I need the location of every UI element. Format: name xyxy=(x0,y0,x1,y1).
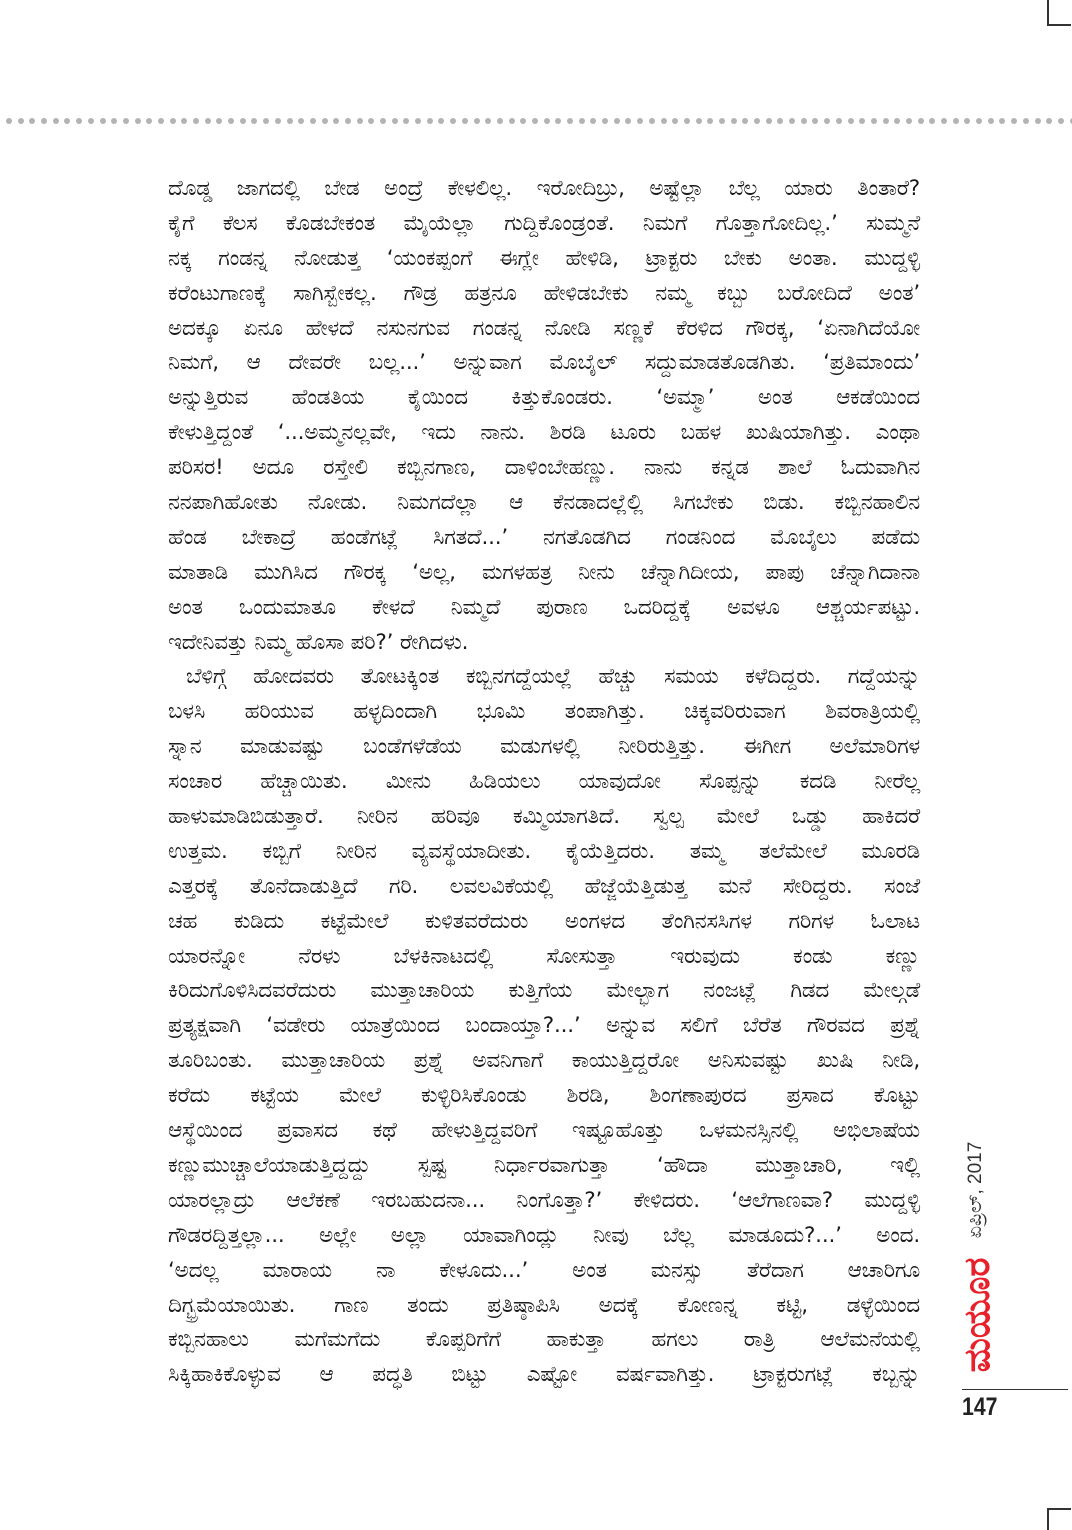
text-line: ದೊಡ್ಡ ಜಾಗದಲ್ಲಿ ಬೇಡ ಅಂದ್ರೆ ಕೇಳಲಿಲ್ಲ. ಇರೋದಿಬ್ರು, ಅಷ್ಟೆಲ್ಲಾ ಬೆಲ್ಲ ಯಾರು ತಿಂತಾರೆ? xyxy=(168,176,920,201)
issue-date xyxy=(956,1110,996,1270)
text-line: ಉತ್ತಮ. ಕಬ್ಬಿಗೆ ನೀರಿನ ವ್ಯವಸ್ಥೆಯಾದೀತು. ಕೈಯೆತ್ತಿದರು. ತಮ್ಮ ತಲೆಮೇಲೆ ಮೂರಡಿ xyxy=(168,838,920,864)
dot xyxy=(754,118,760,124)
dot xyxy=(438,118,444,124)
text-line: ಆಸ್ಥೆಯಿಂದ ಪ್ರವಾಸದ ಕಥೆ ಹೇಳುತ್ತಿದ್ದವರಿಗೆ ಇಷ್ಟೂಹೊತ್ತು ಒಳಮನಸ್ಸಿನಲ್ಲಿ ಅಭಿಲಾಷೆಯ xyxy=(168,1118,920,1144)
dot xyxy=(146,118,152,124)
dot xyxy=(871,118,877,124)
page-number: 147 xyxy=(962,1393,998,1421)
text-line: ಕೈಗೆ ಕೆಲಸ ಕೊಡಬೇಕಂತ ಮೈಯೆಲ್ಲಾ ಗುದ್ದಿಕೊಂಡ್ರಂತೆ. ನಿಮಗೆ ಗೊತ್ತಾಗೋದಿಲ್ಲ.’ ಸುಮ್ಮನೆ xyxy=(168,210,920,236)
dot xyxy=(964,118,970,124)
text-line: ಕಬ್ಬಿನಹಾಲು ಮಗೆಮಗೆದು ಕೊಪ್ಪರಿಗೆಗೆ ಹಾಕುತ್ತಾ ಹಗಲು ರಾತ್ರಿ ಆಲೆಮನೆಯಲ್ಲಿ xyxy=(168,1327,920,1353)
dot xyxy=(520,118,526,124)
dot xyxy=(415,118,421,124)
text-line: ಸಿಕ್ಕಿಹಾಕಿಕೊಳ್ಳುವ ಆ ಪದ್ಧತಿ ಬಿಟ್ಟು ಎಷ್ಟೋ ವರ್ಷವಾಗಿತ್ತು. ಟ್ರಾಕ್ಟರುಗಟ್ಲೆ ಕಬ್ಬನ್ನು xyxy=(168,1362,920,1388)
dot xyxy=(1023,118,1029,124)
text-line: ಅಂತ ಒಂದುಮಾತೂ ಕೇಳದೆ ನಿಮ್ಮದೆ ಪುರಾಣ ಒದರಿದ್ದಕ್ಕೆ ಅವಳೂ ಆಶ್ಚರ್ಯಪಟ್ಟು. xyxy=(168,594,920,620)
dot xyxy=(602,118,608,124)
dot xyxy=(462,118,468,124)
text-line: ಚಹ ಕುಡಿದು ಕಟ್ಟೆಮೇಲೆ ಕುಳಿತವರೆದುರು ಅಂಗಳದ ತೆಂಗಿನಸಸಿಗಳ ಗರಿಗಳ ಓಲಾಟ xyxy=(168,908,920,934)
dot xyxy=(661,118,667,124)
text-line: ಅದಕ್ಕೂ ಏನೂ ಹೇಳದೆ ನಸುನಗುವ ಗಂಡನ್ನ ನೋಡಿ ಸಣ್ಣಕೆ ಕೆರಳಿದ ಗೌರಕ್ಕ, ‘ಏನಾಗಿದೆಯೋ xyxy=(168,315,920,341)
text-line: ಸ್ನಾನ ಮಾಡುವಷ್ಟು ಬಂಡೆಗಳೆಡೆಯ ಮಡುಗಳಲ್ಲಿ ನೀರಿರುತ್ತಿತ್ತು. ಈಗೀಗ ಅಲೆಮಾರಿಗಳ xyxy=(168,734,920,760)
dot xyxy=(742,118,748,124)
dot xyxy=(1046,118,1052,124)
dot xyxy=(181,118,187,124)
text-line: ನಕ್ಕ ಗಂಡನ್ನ ನೋಡುತ್ತ ‘ಯಂಕಪ್ಪಂಗೆ ಈಗ್ಲೇ ಹೇಳಿಡಿ, ಟ್ರಾಕ್ಟರು ಬೇಕು ಅಂತಾ. ಮುದ್ದಳ್ಳಿ xyxy=(168,245,920,271)
dot xyxy=(345,118,351,124)
text-line: ಪರಿಸರ! ಅದೂ ರಸ್ತೇಲಿ ಕಬ್ಬಿನಗಾಣ, ದಾಳಿಂಬೇಹಣ್ಣು. ನಾನು ಕನ್ನಡ ಶಾಲೆ ಓದುವಾಗಿನ xyxy=(168,455,920,481)
text-line: ಗೌಡರದ್ದಿತ್ತಲ್ಲಾ... ಅಲ್ಲೇ ಅಲ್ಲಾ ಯಾವಾಗಿಂದ್ಲು ನೀವು ಬೆಲ್ಲ ಮಾಡೂದು?...’ ಅಂದ. xyxy=(168,1222,920,1248)
dot xyxy=(976,118,982,124)
text-line: ನಿಮಗೆ, ಆ ದೇವರೇ ಬಲ್ಲ...’ ಅನ್ನುವಾಗ ಮೊಬೈಲ್ ಸದ್ದುಮಾಡತೊಡಗಿತು. ‘ಪ್ರತಿಮಾಂದು’ xyxy=(168,350,920,376)
dot xyxy=(64,118,70,124)
dot xyxy=(76,118,82,124)
dot xyxy=(719,118,725,124)
crop-mark-bottom xyxy=(1047,1508,1071,1530)
dot xyxy=(801,118,807,124)
text-line: ಅನ್ನುತ್ತಿರುವ ಹೆಂಡತಿಯ ಕೈಯಿಂದ ಕಿತ್ತುಕೊಂಡರು. ‘ಅಮ್ಮಾ’ ಅಂತ ಆಕಡೆಯಿಂದ xyxy=(168,385,920,411)
text-line: ಕರೆಂಟುಗಾಣಕ್ಕೆ ಸಾಗಿಸ್ಬೇಕಲ್ಲ. ಗೌಡ್ರ ಹತ್ರನೂ ಹೇಳಿಡಬೇಕು ನಮ್ಮ ಕಬ್ಬು ಬರೋದಿದೆ ಅಂತ’ xyxy=(168,280,920,306)
text-line: ಬೆಳಿಗ್ಗೆ ಹೋದವರು ತೋಟಕ್ಕಿಂತ ಕಬ್ಬಿನಗದ್ದೆಯಲ್ಲೆ ಹೆಚ್ಚು ಸಮಯ ಕಳೆದಿದ್ದರು. ಗದ್ದೆಯನ್ನು xyxy=(186,664,920,690)
dot xyxy=(427,118,433,124)
dot xyxy=(894,118,900,124)
dot xyxy=(614,118,620,124)
dot xyxy=(906,118,912,124)
dot xyxy=(287,118,293,124)
dot xyxy=(555,118,561,124)
dot xyxy=(649,118,655,124)
crop-mark-top xyxy=(1047,0,1071,26)
text-line: ಕೇಳುತ್ತಿದ್ದಂತೆ ‘...ಅಮ್ಮನಲ್ಲವೇ, ಇದು ನಾನು. ಶಿರಡಿ ಟೂರು ಬಹಳ ಖುಷಿಯಾಗಿತ್ತು. ಎಂಥಾ xyxy=(168,420,920,446)
dot xyxy=(883,118,889,124)
text-line: ಬಳಸಿ ಹರಿಯುವ ಹಳ್ಳದಿಂದಾಗಿ ಭೂಮಿ ತಂಪಾಗಿತ್ತು. ಚಿಕ್ಕವರಿರುವಾಗ ಶಿವರಾತ್ರಿಯಲ್ಲಿ xyxy=(168,699,920,725)
dot xyxy=(41,118,47,124)
dot xyxy=(193,118,199,124)
dot xyxy=(999,118,1005,124)
dot xyxy=(357,118,363,124)
dot xyxy=(777,118,783,124)
dot xyxy=(625,118,631,124)
text-line: ನನಪಾಗಿಹೋತು ನೋಡು. ನಿಮಗದೆಲ್ಲಾ ಆ ಕೆನಡಾದಲ್ಲೆಲ್ಲಿ ಸಿಗಬೇಕು ಬಿಡು. ಕಬ್ಬಿನಹಾಲಿನ xyxy=(168,490,920,516)
text-line: ತೂರಿಬಂತು. ಮುತ್ತಾಚಾರಿಯ ಪ್ರಶ್ನೆ ಅವನಿಗಾಗೆ ಕಾಯುತ್ತಿದ್ದರೋ ಅನಿಸುವಷ್ಟು ಖುಷಿ ನೀಡಿ, xyxy=(168,1048,920,1074)
dot xyxy=(100,118,106,124)
dot xyxy=(672,118,678,124)
text-line: ಮಾತಾಡಿ ಮುಗಿಸಿದ ಗೌರಕ್ಕ ‘ಅಲ್ಲ, ಮಗಳಹತ್ರ ನೀನು ಚೆನ್ನಾಗಿದೀಯ, ಪಾಪು ಚೆನ್ನಾಗಿದಾನಾ xyxy=(168,559,920,585)
dot xyxy=(123,118,129,124)
article-body xyxy=(168,172,920,1393)
dot xyxy=(789,118,795,124)
dot xyxy=(1011,118,1017,124)
text-line: ಕಿರಿದುಗೊಳಿಸಿದವರೆದುರು ಮುತ್ತಾಚಾರಿಯ ಕುತ್ತಿಗೆಯ ಮೇಲ್ಭಾಗ ನಂಜಟ್ಲೆ ಗಿಡದ ಮೇಲ್ಗಡೆ xyxy=(168,978,920,1004)
dot xyxy=(53,118,59,124)
dot xyxy=(1058,118,1064,124)
dot xyxy=(29,118,35,124)
dot xyxy=(848,118,854,124)
dot xyxy=(18,118,24,124)
issue-date-text: ಏಪ್ರಿಲ್, 2017 xyxy=(965,1141,986,1239)
dot xyxy=(403,118,409,124)
dotted-header-rule xyxy=(6,118,1072,126)
dot xyxy=(731,118,737,124)
dot xyxy=(474,118,480,124)
dot xyxy=(368,118,374,124)
dot xyxy=(170,118,176,124)
dot xyxy=(380,118,386,124)
text-line: ಕಣ್ಣುಮುಚ್ಚಾಲೆಯಾಡುತ್ತಿದ್ದದ್ದು ಸ್ಪಷ್ಟ ನಿರ್ಧಾರವಾಗುತ್ತಾ ‘ಹೌದಾ ಮುತ್ತಾಚಾರಿ, ಇಲ್ಲಿ xyxy=(168,1152,920,1178)
dot xyxy=(333,118,339,124)
dot xyxy=(1035,118,1041,124)
dot xyxy=(918,118,924,124)
text-line: ‘ಅದಲ್ಲ ಮಾರಾಯ ನಾ ಕೇಳೂದು...’ ಅಂತ ಮನಸ್ಸು ತೆರೆದಾಗ ಆಚಾರಿಗೂ xyxy=(168,1257,920,1283)
dot xyxy=(251,118,257,124)
dot xyxy=(263,118,269,124)
dot xyxy=(240,118,246,124)
dot xyxy=(216,118,222,124)
text-line: ಕರೆದು ಕಟ್ಟೆಯ ಮೇಲೆ ಕುಳ್ಳಿರಿಸಿಕೊಂಡು ಶಿರಡಿ, ಶಿಂಗಣಾಪುರದ ಪ್ರಸಾದ ಕೊಟ್ಟು xyxy=(168,1083,920,1109)
dot xyxy=(322,118,328,124)
dot xyxy=(637,118,643,124)
dot xyxy=(824,118,830,124)
dot xyxy=(836,118,842,124)
dot xyxy=(111,118,117,124)
text-line: ಸಂಚಾರ ಹೆಚ್ಚಾಯಿತು. ಮೀನು ಹಿಡಿಯಲು ಯಾವುದೋ ಸೊಪ್ಪನ್ನು ಕದಡಿ ನೀರೆಲ್ಲ xyxy=(168,769,920,795)
text-line: ಎತ್ತರಕ್ಕೆ ತೊನೆದಾಡುತ್ತಿದೆ ಗರಿ. ಲವಲವಿಕೆಯಲ್ಲಿ ಹೆಜ್ಜೆಯೆತ್ತಿಡುತ್ತ ಮನೆ ಸೇರಿದ್ದರು. ಸಂಜೆ xyxy=(168,873,920,899)
dot xyxy=(392,118,398,124)
magazine-logo-text: ಮಯೂರ xyxy=(957,1257,998,1373)
dot xyxy=(567,118,573,124)
dot xyxy=(766,118,772,124)
magazine-logo xyxy=(950,1250,1006,1380)
dot xyxy=(941,118,947,124)
dot xyxy=(532,118,538,124)
text-line: ಇದೇನಿವತ್ತು ನಿಮ್ಮ ಹೊಸಾ ಪರಿ?’ ರೇಗಿದಳು. xyxy=(168,629,469,655)
text-line: ಯಾರನ್ನೋ ನೆರಳು ಬೆಳಕಿನಾಟದಲ್ಲಿ ಸೋಸುತ್ತಾ ಇರುವುದು ಕಂಡು ಕಣ್ಣು xyxy=(168,943,920,969)
dot xyxy=(310,118,316,124)
dot xyxy=(988,118,994,124)
dot xyxy=(509,118,515,124)
text-line: ಪ್ರತ್ಯಕ್ಷವಾಗಿ ‘ವಡೇರು ಯಾತ್ರೆಯಿಂದ ಬಂದಾಯ್ತಾ?...’ ಅನ್ನುವ ಸಲಿಗೆ ಬೆರೆತ ಗೌರವದ ಪ್ರಶ್ನೆ xyxy=(168,1013,920,1039)
dot xyxy=(859,118,865,124)
dot xyxy=(812,118,818,124)
dot xyxy=(497,118,503,124)
dot xyxy=(696,118,702,124)
page-number-rule xyxy=(962,1389,1068,1390)
dot xyxy=(485,118,491,124)
dot xyxy=(590,118,596,124)
text-line: ಹಾಳುಮಾಡಿಬಿಡುತ್ತಾರೆ. ನೀರಿನ ಹರಿವೂ ಕಮ್ಮಿಯಾಗತಿದೆ. ಸ್ವಲ್ಪ ಮೇಲೆ ಒಡ್ಡು ಹಾಕಿದರೆ xyxy=(168,804,920,830)
dot xyxy=(953,118,959,124)
dot xyxy=(929,118,935,124)
dot xyxy=(135,118,141,124)
dot xyxy=(684,118,690,124)
dot xyxy=(544,118,550,124)
text-line: ದಿಗ್ಭ್ರಮೆಯಾಯಿತು. ಗಾಣ ತಂದು ಪ್ರತಿಷ್ಠಾಪಿಸಿ ಅದಕ್ಕೆ ಕೋಣನ್ನ ಕಟ್ಟಿ, ಡಳ್ಳೆಯಿಂದ xyxy=(168,1292,920,1318)
dot xyxy=(579,118,585,124)
dot xyxy=(228,118,234,124)
dot xyxy=(6,118,12,124)
dot xyxy=(298,118,304,124)
text-line: ಯಾರಲ್ಲಾದ್ರು ಆಲೆಕಣೆ ಇರಬಹುದನಾ... ನಿಂಗೊತ್ತಾ?’ ಕೇಳಿದರು. ‘ಆಲೆಗಾಣವಾ? ಮುದ್ದಳ್ಳಿ xyxy=(168,1187,920,1213)
dot xyxy=(205,118,211,124)
dot xyxy=(707,118,713,124)
text-line: ಹೆಂಡ ಬೇಕಾದ್ರೆ ಹಂಡೆಗಟ್ಲೆ ಸಿಗತದೆ...’ ನಗತೊಡಗಿದ ಗಂಡನಿಂದ ಮೊಬೈಲು ಪಡೆದು xyxy=(168,524,920,550)
dot xyxy=(88,118,94,124)
dot xyxy=(275,118,281,124)
dot xyxy=(158,118,164,124)
dot xyxy=(450,118,456,124)
